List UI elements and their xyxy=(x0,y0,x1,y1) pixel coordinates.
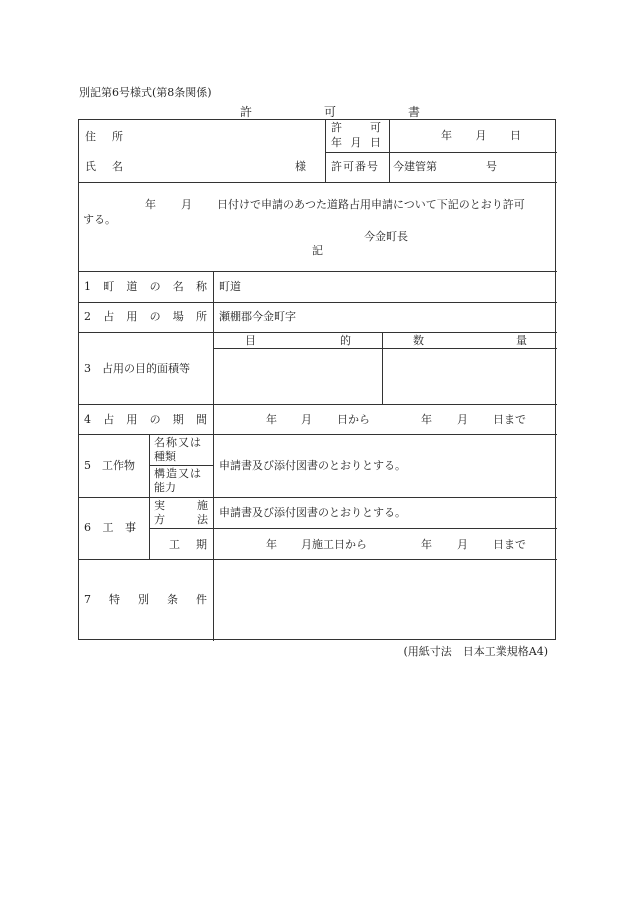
honorific: 様 xyxy=(295,160,306,173)
divider xyxy=(79,497,557,498)
period-to-month: 月 xyxy=(457,413,468,426)
construction-to-year: 年 xyxy=(421,538,432,551)
permit-number-prefix: 今建管第 xyxy=(393,160,437,173)
address-label: 住 所 xyxy=(85,130,123,143)
document-title xyxy=(240,103,420,120)
body-month: 月 xyxy=(181,198,192,211)
divider xyxy=(79,404,557,405)
structure-label: 5 工作物 xyxy=(84,459,135,472)
period-from-month: 月 xyxy=(301,413,312,426)
body-year: 年 xyxy=(145,198,156,211)
construction-period-label: 工 期 xyxy=(169,538,207,551)
permit-number-suffix: 号 xyxy=(486,160,497,173)
permit-date-label-line1: 許 可 xyxy=(331,121,381,134)
divider xyxy=(79,332,557,333)
purpose-label: 3 占用の目的面積等 xyxy=(84,362,190,375)
structure-sub2-line1: 構造又は xyxy=(154,467,202,480)
divider xyxy=(79,559,557,560)
title-char: 可 xyxy=(323,105,336,119)
structure-sub2-line2: 能力 xyxy=(154,481,176,494)
road-name-value: 町道 xyxy=(219,280,241,293)
road-name-label: 1 町 道 の 名 称 xyxy=(84,280,207,293)
divider xyxy=(149,434,150,559)
title-char: 許 xyxy=(240,105,253,119)
divider xyxy=(389,120,390,182)
title-char: 書 xyxy=(407,105,420,119)
construction-method-value: 申請書及び添付図書のとおりとする。 xyxy=(219,506,406,519)
construction-from-year: 年 xyxy=(266,538,277,551)
permit-date-value: 年 月 日 xyxy=(441,129,521,142)
period-label: 4 占 用 の 期 間 xyxy=(84,413,207,426)
name-label: 氏 名 xyxy=(85,160,123,173)
structure-sub1-line2: 種類 xyxy=(154,450,176,463)
permit-number-label: 許可番号 xyxy=(331,160,379,173)
structure-value: 申請書及び添付図書のとおりとする。 xyxy=(219,459,406,472)
period-from-year: 年 xyxy=(266,413,277,426)
divider xyxy=(79,302,557,303)
purpose-header-right: 数 量 xyxy=(413,334,527,347)
special-conditions-label: 7 特 別 条 件 xyxy=(84,593,207,606)
divider xyxy=(149,528,557,529)
construction-to-month: 月 xyxy=(457,538,468,551)
construction-from-month: 月施工日から xyxy=(301,538,367,551)
construction-method-line1: 実 施 xyxy=(154,499,208,512)
form-number-label: 別記第6号様式(第8条関係) xyxy=(79,86,212,99)
permit-form-table xyxy=(78,119,556,640)
ki-mark: 記 xyxy=(312,244,323,257)
construction-method-line2: 方 法 xyxy=(154,513,208,526)
body-text-line1: 日付けで申請のあつた道路占用申請について下記のとおり許可 xyxy=(217,198,525,211)
location-value: 瀬棚郡今金町字 xyxy=(219,310,296,323)
divider xyxy=(79,271,557,272)
divider xyxy=(149,465,213,466)
construction-label: 6 工 事 xyxy=(84,521,136,534)
divider xyxy=(325,152,557,153)
body-text-line2: する。 xyxy=(83,213,116,226)
divider xyxy=(79,182,557,183)
permit-date-label-line2: 年 月 日 xyxy=(331,136,381,149)
period-to-day: 日まで xyxy=(493,413,526,426)
issuer: 今金町長 xyxy=(364,230,408,243)
divider xyxy=(325,120,326,182)
period-to-year: 年 xyxy=(421,413,432,426)
divider xyxy=(79,434,557,435)
paper-size-note: (用紙寸法 日本工業規格A4) xyxy=(403,645,548,658)
divider xyxy=(382,332,383,404)
purpose-header-left: 目 的 xyxy=(245,334,351,347)
divider xyxy=(213,271,214,641)
period-from-day: 日から xyxy=(337,413,370,426)
construction-to-day: 日まで xyxy=(493,538,526,551)
location-label: 2 占 用 の 場 所 xyxy=(84,310,207,323)
structure-sub1-line1: 名称又は xyxy=(154,436,202,449)
divider xyxy=(213,348,557,349)
